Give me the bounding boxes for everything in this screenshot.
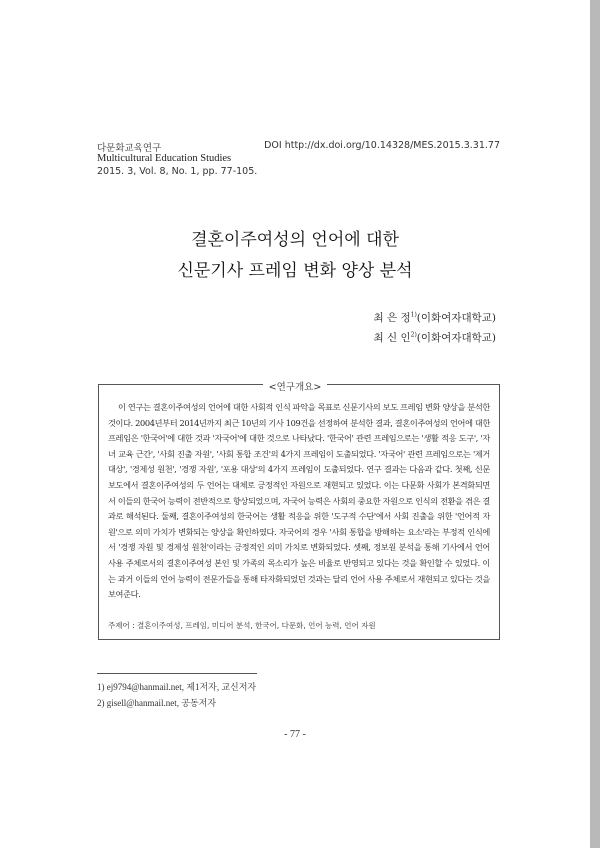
abstract-text: 이 연구는 결혼이주여성의 언어에 대한 사회적 인식 파악을 목표로 신문기사의 보도 프레임 변화 양상을 분석한 것이다. 2004년부터 2014년까지 최근 10년의 기사 109건을 선정하여 분석한 결과, 결혼이주여성의 언어에 대한 프레임은 '한국어'에 대한 것과 '자국어'에 대한 것으로 나타났다. '한국어' 관련 프레임으로는 '생활 적응 도구', '자녀 교육 근간', '사회 진출 자원', '사회 통합 조건'의 4가지 프레임이 도출되었다. '자국어' 관련 프레임으로는 '제거 대상', '경제성 원천', '경쟁 자원', '포용 대상'의 4가지 프레임이 도출되었다. 연구 결과는 다음과 같다. 첫째, 신문 보도에서 결혼이주여성의 두 언어는 대체로 긍정적인 자원으로 재현되고 있었다. 이는 다문화 사회가 본격화되면서 이들의 한국어 능력이 전반적으로 향상되었으며, 자국어 능력은 사회의 중요한 자원으로 인식의 전환을 겪은 결과로 해석된다. 둘째, 결혼이주여성의 한국어는 생활 적응을 위한 '도구적 수단'에서 사회 진출을 위한 '언어적 자원'으로 의미 가치가 변화되는 양상을 확인하였다. 자국어의 경우 '사회 통합을 방해하는 요소'라는 부정적 인식에서 '경쟁 자원 및 경제성 원천'이라는 긍정적인 의미 가치로 변화되었다. 셋째, 정보원 분석을 통해 기사에서 언어 사용 주체로서의 결혼이주여성 본인 및 가족의 목소리가 높은 비율로 반영되고 있다는 것을 확인할 수 있었다. 이는 과거 이들의 언어 능력이 전문가들을 통해 타자화되었던 것과는 달리 언어 사용 주체로서 재현되고 있다는 것을 보여준다. — [108, 402, 490, 600]
author-2-name: 최 신 인 — [373, 332, 411, 344]
journal-name-english: Multicultural Education Studies — [97, 153, 232, 164]
author-2 — [374, 330, 496, 345]
author-1 — [374, 310, 496, 325]
page-shadow — [590, 0, 600, 848]
volume-info: 2015. 3, Vol. 8, No. 1, pp. 77-105. — [97, 166, 258, 177]
footnote-1: 1) ej9794@hanmail.net, 제1저자, 교신저자 — [97, 682, 257, 692]
footnote-2: 2) gisell@hanmail.net, 공동저자 — [97, 698, 217, 708]
title-line-2: 신문기사 프레임 변화 양상 분석 — [177, 261, 413, 281]
footnote-divider — [97, 673, 257, 674]
author-1-name: 최 은 정 — [373, 312, 411, 324]
author-2-footnote-mark: 2) — [410, 331, 417, 339]
author-1-footnote-mark: 1) — [410, 311, 417, 319]
keywords: 주제어 : 결혼이주여성, 프레임, 미디어 분석, 한국어, 다문화, 언어 능력, 언어 자원 — [108, 621, 376, 630]
author-2-affiliation: (이화여자대학교) — [416, 332, 496, 344]
journal-name-korean: 다문화교육연구 — [97, 143, 162, 154]
doi-link[interactable]: DOI http://dx.doi.org/10.14328/MES.2015.3.31.77 — [264, 140, 500, 151]
page-number: - 77 - — [284, 729, 306, 740]
title-line-1: 결혼이주여성의 언어에 대한 — [191, 230, 399, 250]
author-1-affiliation: (이화여자대학교) — [416, 312, 496, 324]
abstract-heading: <연구개요> — [0, 377, 590, 395]
